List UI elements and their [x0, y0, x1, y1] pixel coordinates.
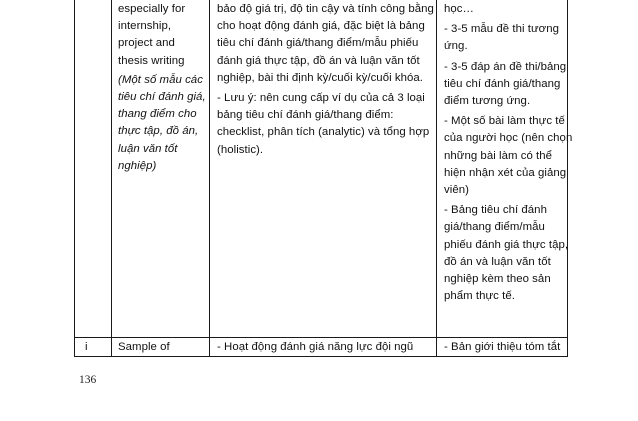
text-line: - Một số bài làm thực tế	[444, 115, 565, 128]
table-divider-1	[111, 0, 112, 356]
cell-row-i-col-d	[444, 339, 560, 356]
text-line: điểm tương ứng.	[444, 95, 531, 108]
italic-text-line: luận văn tốt	[118, 142, 178, 155]
text-line: giá/thang điểm/mẫu	[444, 221, 545, 234]
text-line: thesis writing	[118, 54, 185, 67]
text-line: bảng tiêu chí đánh giá/thang điểm:	[217, 109, 394, 122]
italic-text-line: nghiệp)	[118, 159, 157, 172]
text-line: tiêu chí đánh giá/thang điểm/mẫu phiếu	[217, 37, 419, 50]
text-line: checklist, phân tích (analytic) và tổng hợp	[217, 126, 430, 139]
text-line: especially for	[118, 3, 186, 15]
cell-continued-col-b	[118, 1, 206, 175]
text-line: (holistic).	[217, 143, 264, 156]
table-border-left	[74, 0, 75, 356]
text-line: - Bảng tiêu chí đánh	[444, 204, 547, 217]
text-line: nghiệp, bài thi định kỳ/cuối kỳ/cuối khóa.	[217, 71, 423, 84]
page-number: 136	[79, 374, 97, 386]
text-line: - 3-5 đáp án đề thi/bảng	[444, 60, 567, 73]
text-line: - Hoạt động đánh giá năng lực đội ngũ	[217, 341, 414, 353]
cell-row-i-col-a	[85, 339, 88, 356]
text-line: viên)	[444, 184, 469, 197]
cell-continued-col-d	[444, 1, 572, 305]
text-line: - Lưu ý: nên cung cấp ví dụ của cả 3 loại	[217, 92, 425, 105]
italic-text-line: thang điểm cho	[118, 108, 197, 121]
text-line: nghiệp kèm theo sản	[444, 273, 551, 286]
text-line: - 3-5 mẫu đề thi tương	[444, 23, 559, 36]
row-label: i	[85, 341, 88, 353]
text-line: đánh giá thực tập, đồ án và luận văn tốt	[217, 54, 420, 67]
text-line: của người học (nên chọn	[444, 132, 573, 145]
cell-continued-col-c	[217, 1, 434, 159]
text-line: Sample of	[118, 341, 170, 353]
text-line: cho hoạt động đánh giá, đặc biệt là bảng	[217, 20, 425, 33]
text-line: internship,	[118, 20, 172, 33]
italic-text-line: tiêu chí đánh giá,	[118, 91, 206, 104]
text-line: phiếu đánh giá thực tập,	[444, 238, 569, 251]
italic-text-line: (Một số mẫu các	[118, 73, 203, 86]
text-line: đồ án và luận văn tốt	[444, 255, 551, 268]
cell-row-i-col-c	[217, 339, 413, 356]
text-line: phẩm thực tế.	[444, 290, 515, 303]
cell-row-i-col-b	[118, 339, 170, 356]
text-line: bảo độ giá trị, độ tin cậy và tính công bằng	[217, 3, 434, 15]
text-line: project and	[118, 37, 175, 50]
text-line: ứng.	[444, 40, 468, 53]
text-line: học…	[444, 3, 474, 15]
text-line: - Bản giới thiệu tóm tắt	[444, 341, 561, 353]
italic-text-line: thực tập, đồ án,	[118, 125, 199, 138]
text-line: những bài làm có thể	[444, 149, 553, 162]
table-divider-2	[209, 0, 210, 356]
text-line: hiện nhận xét của giảng	[444, 166, 567, 179]
text-line: tiêu chí đánh giá/thang	[444, 77, 561, 90]
table-row-divider	[74, 337, 568, 338]
table-divider-3	[436, 0, 437, 356]
